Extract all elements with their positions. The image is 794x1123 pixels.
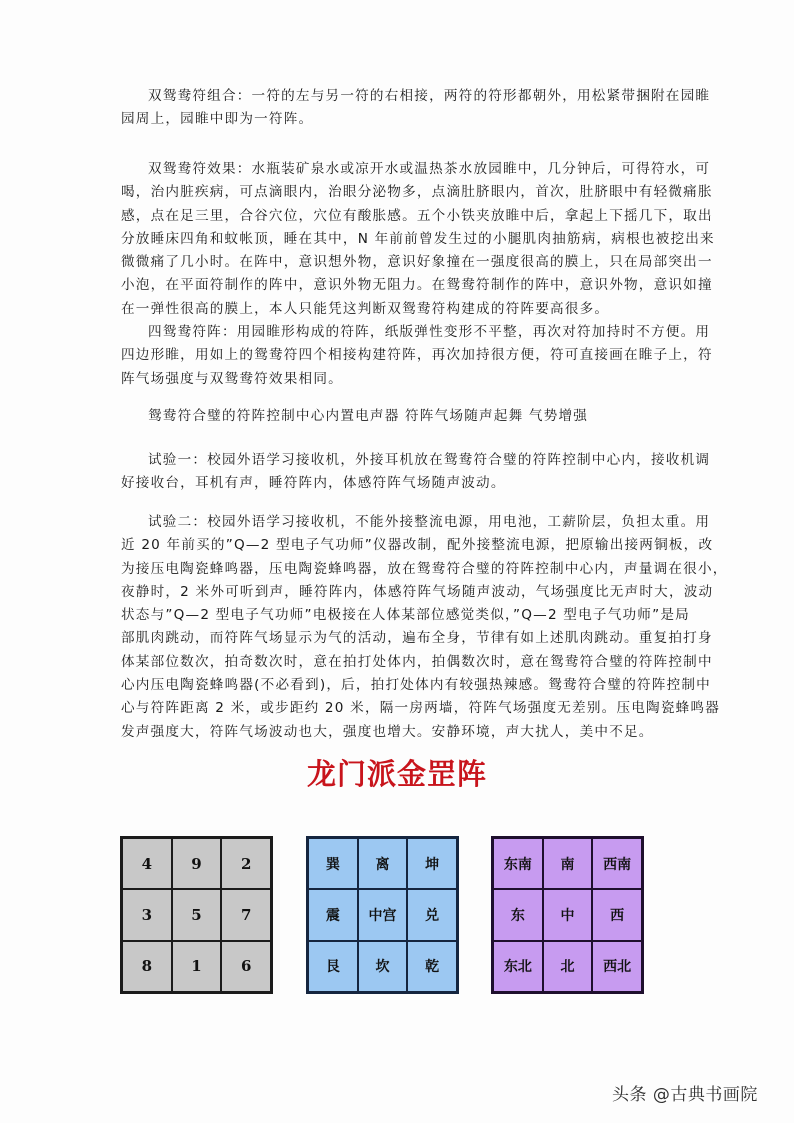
text-line: 体某部位数次，拍奇数次时，意在拍打处体内，拍偶数次时，意在鸳鸯符合璧的符阵控制中 — [121, 653, 713, 670]
text-line: 试验二：校园外语学习接收机，不能外接整流电源，用电池，工薪阶层，负担太重。用 — [148, 514, 711, 530]
text-line: 双鸳鸯符组合：一符的左与另一符的右相接，两符的符形都朝外，用松紧带捆附在园睢 — [148, 88, 711, 104]
paragraph-four-talisman-array — [121, 321, 713, 391]
grid-cell: 7 — [221, 889, 271, 940]
text-line: 小泡，在平面符制作的阵中，意识外物无阻力。在鸳鸯符制作的阵中，意识外物，意识如撞 — [121, 277, 713, 294]
text-line: 心内压电陶瓷蜂鸣器(不必看到)，后，拍打处体内有较强热辣感。鸳鸯符合璧的符阵控制中 — [121, 677, 711, 694]
text-line: 为接压电陶瓷蜂鸣器，压电陶瓷蜂鸣器，放在鸳鸯符合璧的符阵控制中心内，声量调在很小， — [121, 560, 728, 577]
grid-cell: 8 — [122, 941, 172, 992]
grid-cell: 震 — [308, 889, 358, 940]
grid-cell: 北 — [543, 941, 593, 992]
grid-cell: 4 — [122, 838, 172, 889]
text-line: 园周上，园睢中即为一符阵。 — [121, 111, 314, 128]
diagram-title: 龙门派金罡阵 — [306, 757, 487, 791]
grid-cell: 3 — [122, 889, 172, 940]
section-heading: 鸳鸯符合璧的符阵控制中心内置电声器 符阵气场随声起舞 气势增强 — [148, 408, 589, 424]
grid-cell: 东南 — [493, 838, 543, 889]
grid-cell: 兑 — [407, 889, 457, 940]
grid-cell: 6 — [221, 941, 271, 992]
grid-cell: 乾 — [407, 941, 457, 992]
text-line: 近 20 年前买的”Q—2 型电子气功师”仪器改制，配外接整流电源，把原输出接两铜板，改 — [121, 537, 714, 554]
paragraph-double-talisman-effects — [121, 158, 715, 321]
text-line: 试验一：校园外语学习接收机，外接耳机放在鸳鸯符合璧的符阵控制中心内，接收机调 — [148, 452, 711, 468]
grid-cell: 西南 — [592, 838, 642, 889]
text-line: 夜静时，2 米外可听到声，睡符阵内，体感符阵气场随声波动，气场强度比无声时大，波动 — [121, 583, 714, 600]
watermark: 头条 @古典书画院 — [612, 1085, 758, 1105]
text-line: 发声强度大，符阵气场波动也大，强度也增大。安静环境，声大扰人，美中不足。 — [121, 723, 654, 740]
text-line: 四边形睢，用如上的鸳鸯符四个相接构建符阵，再次加持很方便，符可直接画在睢子上，符 — [121, 347, 713, 364]
grid-cell: 东 — [493, 889, 543, 940]
grid-bagua-trigrams — [306, 836, 459, 994]
paragraph-experiment-two — [121, 511, 728, 744]
grid-cell: 5 — [172, 889, 222, 940]
text-line: 在一弹性很高的膜上，本人只能凭这判断双鸳鸯符构建成的符阵要高很多。 — [121, 300, 610, 317]
text-line: 四鸳鸯符阵：用园睢形构成的符阵，纸版弹性变形不平整，再次对符加持时不方便。用 — [148, 324, 711, 340]
grid-cell: 西 — [592, 889, 642, 940]
grid-cell: 坎 — [358, 941, 408, 992]
text-line: 部肌肉跳动，而符阵气场显示为气的活动，遍布全身，节律有如上述肌肉跳动。重复拍打身 — [121, 630, 713, 647]
grid-directions — [491, 836, 644, 994]
paragraph-speaker-heading — [121, 405, 681, 428]
text-line: 状态与”Q—2 型电子气功师”电极接在人体某部位感觉类似，”Q—2 型电子气功师”是局 — [121, 607, 690, 624]
grid-cell: 中宫 — [358, 889, 408, 940]
grid-cell: 1 — [172, 941, 222, 992]
paragraph-double-talisman-combination — [121, 85, 711, 132]
paragraph-experiment-one — [121, 449, 711, 496]
grid-cell: 巽 — [308, 838, 358, 889]
text-line: 双鸳鸯符效果：水瓶装矿泉水或凉开水或温热茶水放园睢中，几分钟后，可得符水，可 — [148, 161, 711, 177]
grid-cell: 南 — [543, 838, 593, 889]
text-line: 感，点在足三里，合谷穴位，穴位有酸胀感。五个小铁夹放睢中后，拿起上下摇几下，取出 — [121, 207, 713, 224]
text-line: 阵气场强度与双鸳鸯符效果相同。 — [121, 370, 343, 387]
grid-cell: 离 — [358, 838, 408, 889]
grid-cell: 9 — [172, 838, 222, 889]
grid-cell: 2 — [221, 838, 271, 889]
text-line: 分放睡床四角和蚊帐顶，睡在其中，N 年前前曾发生过的小腿肌肉抽筋病，病根也被挖出来 — [121, 230, 715, 247]
grid-cell: 中 — [543, 889, 593, 940]
grid-cell: 坤 — [407, 838, 457, 889]
grid-lo-shu-numbers — [120, 836, 273, 994]
grid-cell: 西北 — [592, 941, 642, 992]
grid-cell: 艮 — [308, 941, 358, 992]
grid-cell: 东北 — [493, 941, 543, 992]
text-line: 好接收台，耳机有声，睡符阵内，体感符阵气场随声波动。 — [121, 475, 506, 492]
text-line: 喝，治内脏疾病，可点滴眼内，治眼分泌物多，点滴肚脐眼内，首次，肚脐眼中有轻微痛胀 — [121, 184, 713, 201]
text-line: 微微痛了几小时。在阵中，意识想外物，意识好象撞在一强度很高的膜上，只在局部突出一 — [121, 254, 713, 271]
text-line: 心与符阵距离 2 米，或步距约 20 米，隔一房两墙，符阵气场强度无差别。压电陶瓷蜂鸣器 — [121, 700, 720, 717]
